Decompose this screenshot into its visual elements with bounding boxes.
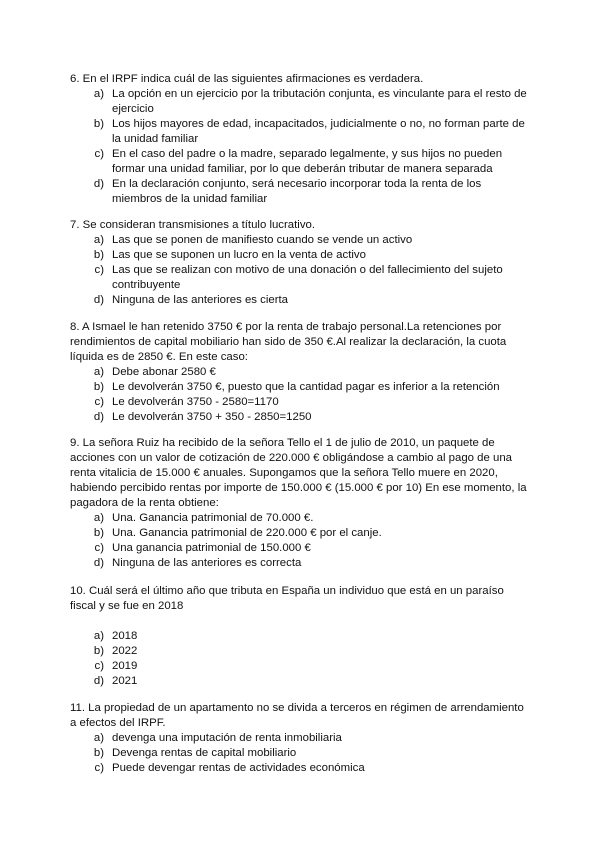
- option-text: 2021: [112, 675, 138, 687]
- option-a: [70, 87, 530, 117]
- option-text: Le devolverán 3750 €, puesto que la cantidad pagar es inferior a la retención: [112, 381, 500, 393]
- option-text: En el caso del padre o la madre, separado legalmente, y sus hijos no pueden formar una unidad familiar, por lo que deberán tributar de manera separada: [112, 148, 503, 175]
- option-letter: c): [94, 660, 104, 672]
- option-b: [70, 746, 530, 761]
- option-letter: d): [93, 675, 104, 687]
- option-text: Una. Ganancia patrimonial de 70.000 €.: [112, 512, 314, 524]
- question-6: [70, 72, 530, 207]
- option-text: Los hijos mayores de edad, incapacitados, judicialmente o no, no forman parte de la unidad familiar: [112, 118, 525, 145]
- option-c: [70, 263, 530, 293]
- option-text: Una. Ganancia patrimonial de 220.000 € por el canje.: [112, 527, 382, 539]
- option-text: Las que se ponen de manifiesto cuando se vende un activo: [112, 234, 413, 246]
- option-list: [70, 731, 530, 776]
- question-8: [70, 320, 530, 425]
- option-letter: c): [94, 762, 104, 774]
- spacer: [70, 614, 530, 629]
- option-a: [70, 365, 530, 380]
- option-text: Las que se realizan con motivo de una donación o del fallecimiento del sujeto contribuyente: [112, 264, 503, 291]
- option-text: En la declaración conjunto, será necesario incorporar toda la renta de los miembros de la unidad familiar: [112, 178, 482, 205]
- question-stem: 11. La propiedad de un apartamento no se divida a terceros en régimen de arrendamiento a efectos del IRPF.: [70, 702, 524, 729]
- option-letter: d): [93, 294, 104, 306]
- question-stem: 10. Cuál será el último año que tributa en España un individuo que está en un paraíso fiscal y se fue en 2018: [70, 585, 504, 612]
- option-letter: b): [93, 249, 104, 261]
- option-letter: a): [93, 88, 104, 100]
- option-letter: a): [93, 234, 104, 246]
- option-letter: d): [93, 557, 104, 569]
- option-text: Ninguna de las anteriores es cierta: [112, 294, 289, 306]
- option-letter: b): [93, 381, 104, 393]
- question-11: [70, 701, 530, 776]
- option-text: devenga una imputación de renta inmobiliaria: [112, 732, 342, 744]
- option-text: Le devolverán 3750 + 350 - 2850=1250: [112, 411, 312, 423]
- option-b: [70, 117, 530, 147]
- option-d: [70, 674, 530, 689]
- option-text: Devenga rentas de capital mobiliario: [112, 747, 297, 759]
- option-list: [70, 87, 530, 207]
- option-a: [70, 511, 530, 526]
- question-stem: 9. La señora Ruiz ha recibido de la señora Tello el 1 de julio de 2010, un paquete de acciones con un valor de cotización de 220.000 € obligándose a cambio al pago de una renta vitalicia de 15.000 € anuales. Supongamos que la señora Tello muere en 2020, habiendo percibido rentas por importe de 150.000 € (15.000 € por 10) En ese momento, la pagadora de la renta obtiene:: [70, 437, 527, 509]
- question-stem: 6. En el IRPF indica cuál de las siguientes afirmaciones es verdadera.: [70, 73, 424, 85]
- option-letter: c): [94, 542, 104, 554]
- option-letter: b): [93, 747, 104, 759]
- option-b: [70, 380, 530, 395]
- question-stem: 8. A Ismael le han retenido 3750 € por la renta de trabajo personal.La retenciones por rendimientos de capital mobiliario han sido de 350 €.Al realizar la declaración, la cuota líquida es de 2850 €. En este caso:: [70, 321, 507, 363]
- option-letter: d): [93, 411, 104, 423]
- option-c: [70, 541, 530, 556]
- option-list: [70, 629, 530, 689]
- option-letter: a): [93, 732, 104, 744]
- option-text: 2022: [112, 645, 138, 657]
- question-stem: 7. Se consideran transmisiones a título lucrativo.: [70, 219, 316, 231]
- option-letter: c): [94, 264, 104, 276]
- option-d: [70, 410, 530, 425]
- option-d: [70, 293, 530, 308]
- option-letter: a): [93, 630, 104, 642]
- question-9: [70, 436, 530, 571]
- option-list: [70, 511, 530, 571]
- option-letter: c): [94, 148, 104, 160]
- option-list: [70, 365, 530, 425]
- option-letter: b): [93, 645, 104, 657]
- option-a: [70, 233, 530, 248]
- option-letter: c): [94, 396, 104, 408]
- option-text: Le devolverán 3750 - 2580=1170: [112, 396, 279, 408]
- option-text: Puede devengar rentas de actividades económica: [112, 762, 365, 774]
- option-text: Una ganancia patrimonial de 150.000 €: [112, 542, 311, 554]
- option-letter: d): [93, 178, 104, 190]
- option-c: [70, 761, 530, 776]
- option-b: [70, 644, 530, 659]
- option-text: La opción en un ejercicio por la tributación conjunta, es vinculante para el resto de ejercicio: [112, 88, 527, 115]
- option-c: [70, 659, 530, 674]
- option-list: [70, 233, 530, 308]
- option-b: [70, 526, 530, 541]
- option-a: [70, 731, 530, 746]
- option-text: 2018: [112, 630, 138, 642]
- option-letter: b): [93, 118, 104, 130]
- option-letter: a): [93, 366, 104, 378]
- option-c: [70, 147, 530, 177]
- question-10: [70, 584, 530, 689]
- option-b: [70, 248, 530, 263]
- option-text: 2019: [112, 660, 138, 672]
- option-letter: b): [93, 527, 104, 539]
- option-c: [70, 395, 530, 410]
- option-d: [70, 177, 530, 207]
- option-text: Las que se suponen un lucro en la venta de activo: [112, 249, 366, 261]
- option-text: Debe abonar 2580 €: [112, 366, 216, 378]
- option-d: [70, 556, 530, 571]
- option-letter: a): [93, 512, 104, 524]
- option-a: [70, 629, 530, 644]
- option-text: Ninguna de las anteriores es correcta: [112, 557, 302, 569]
- question-7: [70, 218, 530, 308]
